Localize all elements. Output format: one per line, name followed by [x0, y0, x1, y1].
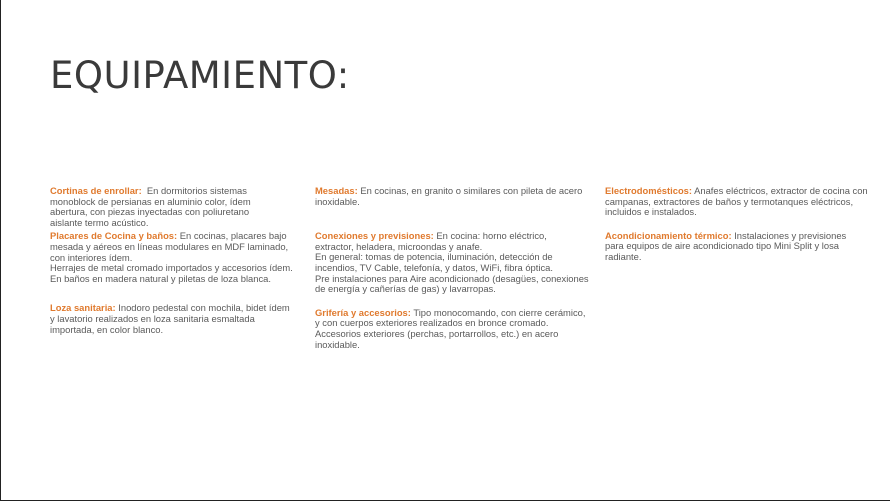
- item-text: aislante termo acústico.: [50, 216, 149, 228]
- item-text: radiante.: [605, 250, 642, 262]
- item-label: Placares de Cocina y baños:: [50, 230, 178, 242]
- item-placares: [50, 231, 308, 284]
- column-1: [50, 186, 308, 335]
- item-text: mesada y aéreos en líneas modulares en MDF laminado,: [50, 240, 289, 252]
- item-text: de energía y cañerías de gas) y lavarropas.: [315, 283, 496, 295]
- item-electrodomesticos: [605, 186, 885, 218]
- item-text: importada, en color blanco.: [50, 323, 164, 335]
- item-text: extractor, heladera, microondas y anafe.: [315, 240, 483, 252]
- item-griferia: [315, 308, 599, 350]
- item-label: Electrodomésticos:: [605, 185, 693, 196]
- item-text: con interiores ídem.: [50, 251, 133, 263]
- item-label: Loza sanitaria:: [50, 302, 116, 314]
- column-2: [315, 186, 599, 350]
- item-text: Herrajes de metal cromado importados y accesorios ídem.: [50, 262, 293, 274]
- item-text: En general: tomas de potencia, iluminación, detección de: [315, 251, 553, 263]
- item-acondicionamiento: [605, 231, 885, 263]
- item-text: campanas, extractores de baños y termotanques eléctricos,: [605, 195, 854, 207]
- item-text: En cocina: horno eléctrico,: [433, 230, 547, 242]
- item-text: y lavatorio realizados en loza sanitaria esmaltada: [50, 312, 255, 324]
- item-text: Tipo monocomando, con cierre cerámico,: [410, 306, 586, 318]
- item-label: Grifería y accesorios:: [315, 306, 411, 318]
- item-text: En cocinas, placares bajo: [177, 230, 287, 242]
- item-text: En baños en madera natural y piletas de loza blanca.: [50, 272, 271, 284]
- item-text: y con cuerpos exteriores realizados en bronce cromado.: [315, 317, 549, 329]
- item-conexiones: [315, 231, 599, 295]
- column-3: [605, 186, 885, 263]
- item-text: abertura, con piezas inyectadas con poliuretano: [50, 206, 250, 218]
- item-text: inoxidable.: [315, 195, 360, 207]
- item-text: En cocinas, en granito o similares con pileta de acero: [357, 185, 583, 196]
- item-mesadas: [315, 186, 599, 207]
- item-text: Instalaciones y previsiones: [731, 229, 847, 241]
- item-text: incendios, TV Cable, telefonía, y datos, WiFi, fibra óptica.: [315, 261, 553, 273]
- item-text: Anafes eléctricos, extractor de cocina con: [692, 185, 868, 196]
- item-text: para equipos de aire acondicionado tipo Mini Split y losa: [605, 240, 839, 252]
- item-text: Pre instalaciones para Aire acondicionado (desagües, conexiones: [315, 272, 589, 284]
- page-title: EQUIPAMIENTO:: [50, 54, 350, 97]
- item-text: monoblock de persianas en aluminio color, ídem: [50, 195, 251, 207]
- item-label: Mesadas:: [315, 185, 358, 196]
- item-text: incluidos e instalados.: [605, 206, 697, 218]
- item-text: Accesorios exteriores (perchas, portarrollos, etc.) en acero: [315, 327, 559, 339]
- item-text: En dormitorios sistemas: [141, 185, 247, 196]
- item-label: Cortinas de enrollar:: [50, 185, 142, 196]
- item-label: Acondicionamiento térmico:: [605, 229, 732, 241]
- item-label: Conexiones y previsiones:: [315, 230, 434, 242]
- item-loza: [50, 303, 308, 335]
- item-cortinas: [50, 186, 308, 228]
- item-text: inoxidable.: [315, 338, 360, 350]
- item-text: Inodoro pedestal con mochila, bidet ídem: [115, 302, 290, 314]
